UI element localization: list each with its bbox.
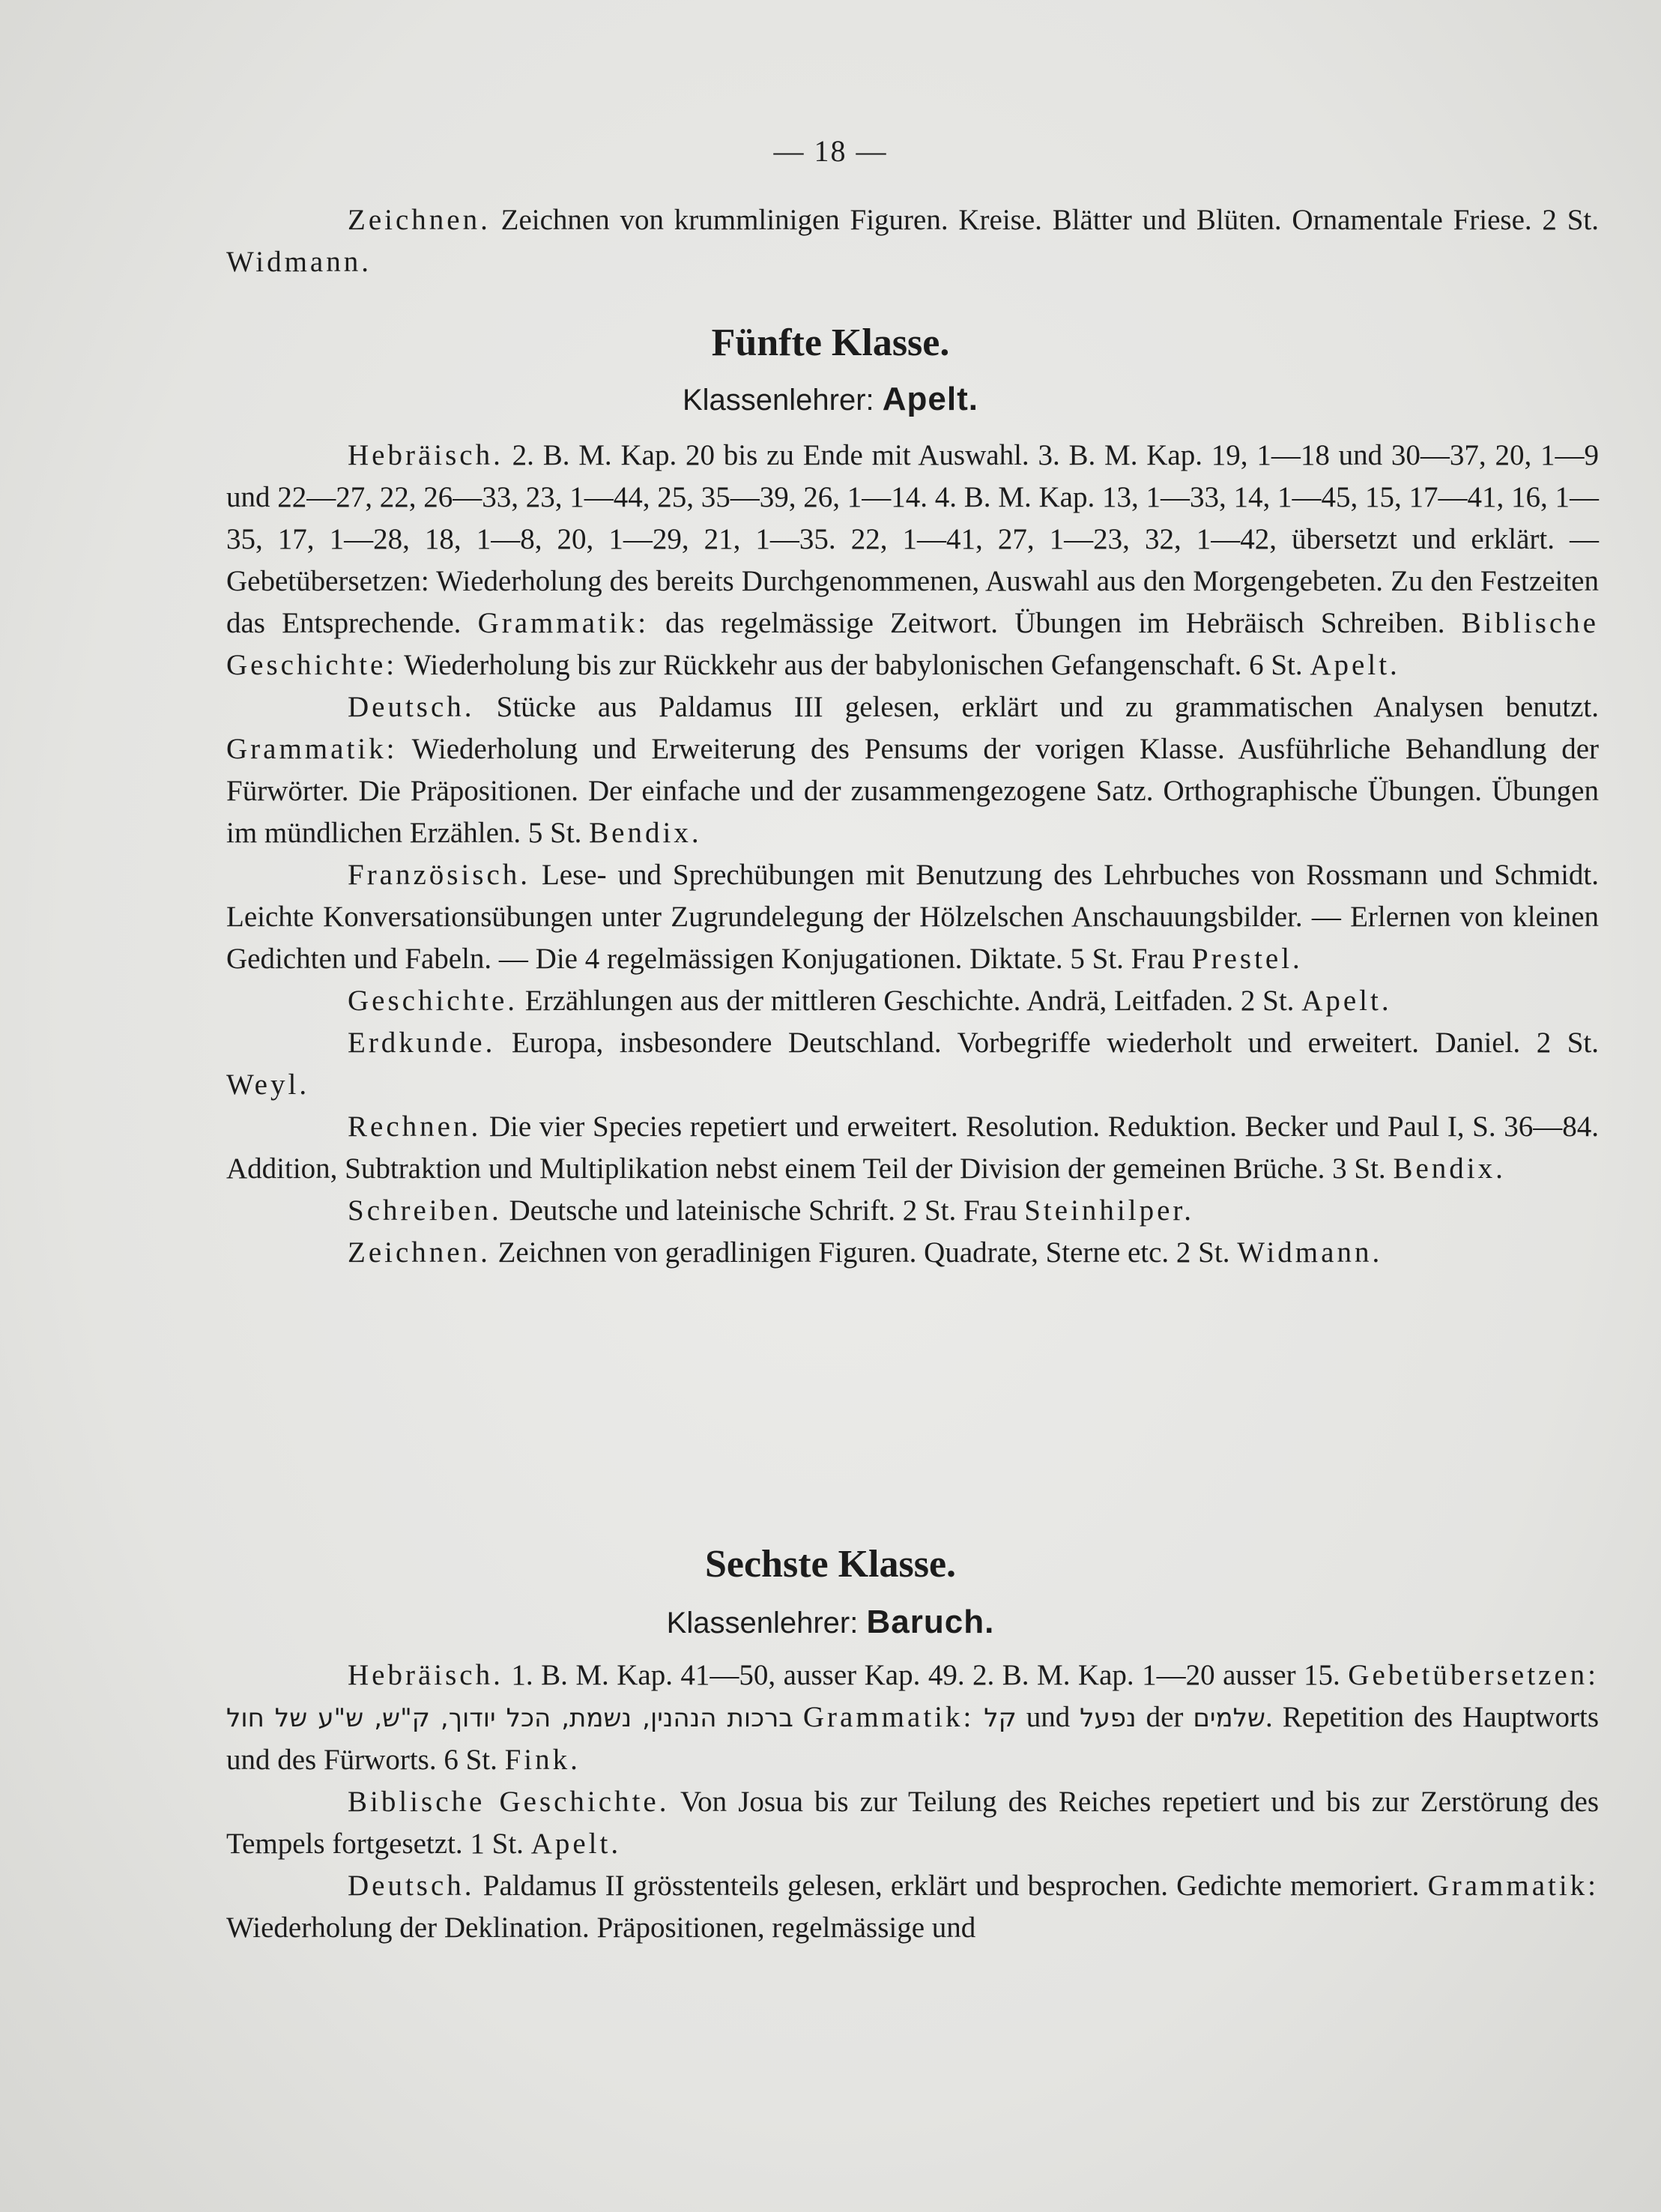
hebrew-text: שלמים [1193, 1703, 1265, 1733]
hebrew-text: קל [984, 1703, 1017, 1733]
subject-label: Deutsch. [348, 1870, 475, 1902]
sub-label: Grammatik: [1427, 1870, 1600, 1902]
deutsch-paragraph [226, 686, 1599, 854]
teacher-name: Apelt. [530, 1828, 622, 1860]
subject-text: Erzählungen aus der mittleren Geschichte. Andrä, Leitfaden. 2 St. [524, 985, 1295, 1017]
sub-label: Gebetübersetzen: [1348, 1659, 1599, 1691]
subject-text: 1. B. M. Kap. 41—50, ausser Kap. 49. 2. B. M. Kap. 1—20 ausser 15. [511, 1659, 1340, 1691]
subject-text: Wiederholung der Deklination. Präpositionen, regelmässige und [226, 1912, 976, 1944]
subject-text: Lese- und Sprechübungen mit Benutzung des Lehrbuches von Rossmann und Schmidt. Leichte Konversationsübungen unter Zugrundelegung der Hölzelschen Anschauungsbilder. — Erlernen von kleinen Gedichten und Fabeln. — Die 4 regelmässigen Konjugationen. Diktate. 5 St. Frau [226, 859, 1599, 975]
teacher-name: Apelt. [1301, 985, 1392, 1017]
deutsch-paragraph [226, 1865, 1599, 1949]
subject-label: Erdkunde. [348, 1027, 496, 1059]
subject-text: Zeichnen von geradlinigen Figuren. Quadrate, Sterne etc. 2 St. [497, 1236, 1230, 1269]
erdkunde-paragraph [226, 1022, 1599, 1106]
sub-label: Grammatik: [802, 1701, 975, 1733]
teacher-name: Widmann. [1237, 1236, 1383, 1269]
zeichnen-paragraph [226, 1232, 1599, 1274]
geschichte-paragraph [226, 980, 1599, 1022]
hebrew-text: נפעל [1080, 1703, 1137, 1733]
franzoesisch-paragraph [226, 854, 1599, 980]
subject-text: Zeichnen von krummlinigen Figuren. Kreise. Blätter und Blüten. Ornamentale Friese. 2 St. [500, 204, 1599, 236]
sub-label: Grammatik: [477, 607, 650, 639]
zeichnen-paragraph [226, 199, 1599, 283]
teacher-name: Fink. [504, 1744, 581, 1776]
subject-label: Hebräisch. [348, 439, 503, 471]
schreiben-paragraph [226, 1190, 1599, 1232]
page-number: — 18 — [773, 134, 888, 168]
subject-label: Geschichte. [348, 985, 518, 1017]
subject-text: das regelmässige Zeitwort. Übungen im Hebräisch Schreiben. [665, 607, 1445, 639]
subject-text: Von Josua bis zur Teilung des Reiches repetiert und bis zur Zerstörung des Tempels fortgesetzt. 1 St. [226, 1786, 1600, 1860]
hebrew-text: ברכות הנהנין, נשמת, הכל יודוך, ק"ש, ש"ע של חול [226, 1703, 793, 1733]
sechste-body [226, 1655, 1599, 1949]
subject-label: Zeichnen. [348, 204, 491, 236]
subject-label: Biblische Geschichte. [348, 1786, 670, 1818]
teacher-name: Weyl. [226, 1069, 310, 1101]
klassenlehrer-label: Klassenlehrer: [666, 1607, 859, 1640]
connector-text: der [1146, 1701, 1184, 1733]
sub-label: Biblische Geschichte: [226, 607, 1599, 681]
teacher-name: Apelt. [1310, 649, 1400, 681]
subject-text: Wiederholung bis zur Rückkehr aus der babylonischen Gefangenschaft. 6 St. [404, 649, 1303, 681]
rechnen-paragraph [226, 1106, 1599, 1190]
klassenlehrer-sechste [0, 1604, 1661, 1641]
teacher-name: Widmann. [226, 246, 372, 278]
teacher-name: Bendix. [1393, 1152, 1506, 1185]
teacher-name: Steinhilper. [1024, 1194, 1194, 1227]
klassenlehrer-name: Apelt. [882, 381, 979, 417]
section-heading-sechste: Sechste Klasse. [704, 1543, 957, 1586]
subject-label: Französisch. [348, 859, 531, 891]
subject-text: Europa, insbesondere Deutschland. Vorbegriffe wiederholt und erweitert. Daniel. 2 St. [511, 1027, 1600, 1059]
subject-text: Wiederholung und Erweiterung des Pensums der vorigen Klasse. Ausführliche Behandlung der Fürwörter. Die Präpositionen. Der einfache und der zusammengezogene Satz. Orthographische Übungen. Übungen im mündlichen Erzählen. 5 St. [226, 733, 1599, 849]
subject-text: Die vier Species repetiert und erweitert. Resolution. Reduktion. Becker und Paul I, S. 36—84. Addition, Subtraktion und Multiplikation nebst einem Teil der Division der gemeinen Brüche. 3 St. [226, 1110, 1600, 1185]
fuenfte-body [226, 435, 1599, 1274]
connector-text: und [1026, 1701, 1071, 1733]
subject-label: Hebräisch. [348, 1659, 503, 1691]
subject-text: Paldamus II grösstenteils gelesen, erklärt und besprochen. Gedichte memoriert. [482, 1870, 1420, 1902]
biblische-geschichte-paragraph [226, 1781, 1599, 1865]
subject-label: Zeichnen. [348, 1236, 491, 1269]
hebraeisch-paragraph [226, 435, 1599, 686]
teacher-name: Prestel. [1191, 943, 1303, 975]
subject-text: . Repetition des Hauptworts und des Fürworts. 6 St. [226, 1701, 1600, 1776]
teacher-name: Bendix. [589, 817, 702, 849]
subject-label: Schreiben. [348, 1194, 502, 1227]
subject-label: Deutsch. [348, 691, 475, 723]
top-section [226, 199, 1599, 283]
section-heading-fuenfte: Fünfte Klasse. [711, 321, 950, 364]
subject-text: Deutsche und lateinische Schrift. 2 St. Frau [509, 1194, 1017, 1227]
sub-label: Grammatik: [226, 733, 398, 765]
subject-text: 2. B. M. Kap. 20 bis zu Ende mit Auswahl. 3. B. M. Kap. 19, 1—18 und 30—37, 20, 1—9 und 22—27, 22, 26—33, 23, 1—44, 25, 35—39, 26, 1—14. 4. B. M. Kap. 13, 1—33, 14, 1—45, 15, 17—41, 16, 1—35, 17, 1—28, 18, 1—8, 20, 1—29, 21, 1—35. 22, 1—41, 27, 1—23, 32, 1—42, übersetzt und erklärt. — Gebetübersetzen: Wiederholung des bereits Durchgenommenen, Auswahl aus den Morgengebeten. Zu den Festzeiten das Entsprechende. [226, 439, 1599, 639]
klassenlehrer-label: Klassenlehrer: [682, 384, 874, 417]
hebraeisch-paragraph [226, 1655, 1599, 1781]
subject-text: Stücke aus Paldamus III gelesen, erklärt und zu grammatischen Analysen benutzt. [496, 691, 1599, 723]
klassenlehrer-name: Baruch. [866, 1604, 995, 1640]
subject-label: Rechnen. [348, 1110, 482, 1143]
klassenlehrer-fuenfte [0, 381, 1661, 418]
